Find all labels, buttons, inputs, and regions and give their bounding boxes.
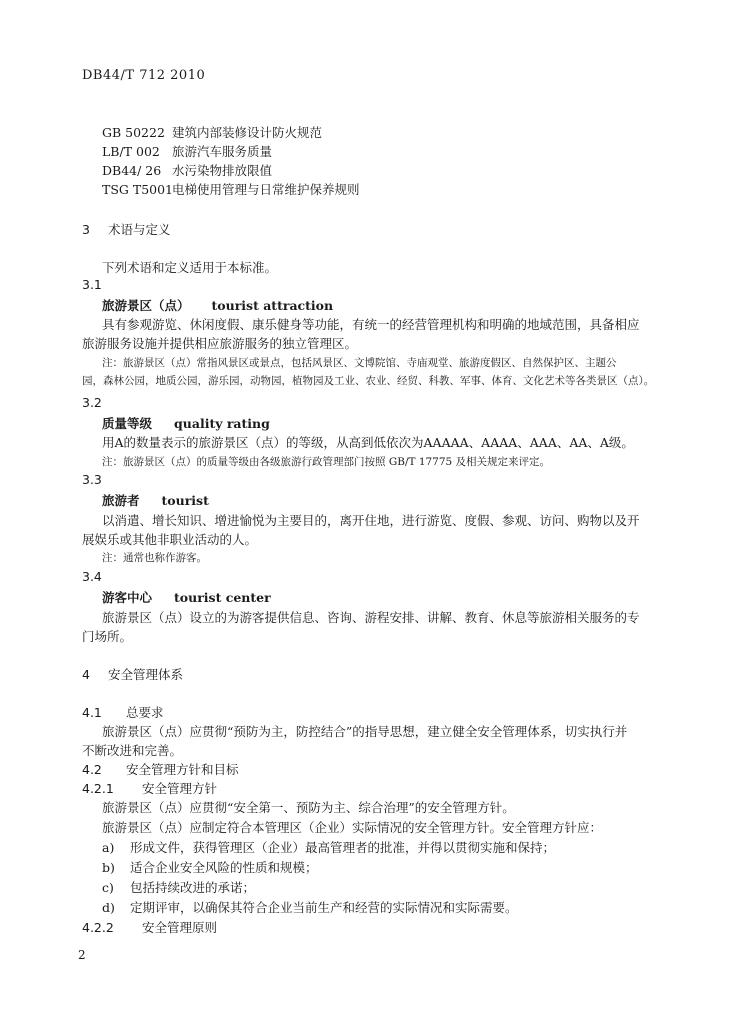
paragraph-line: 旅游景区（点）应制定符合本管理区（企业）实际情况的安全管理方针。安全管理方针应：: [102, 820, 603, 835]
list-item: [102, 898, 518, 916]
section-heading: [82, 665, 183, 683]
subsection-title: 安全管理原则: [141, 920, 217, 935]
subsection-heading: [82, 703, 164, 721]
term-chinese: 旅游景区（点）: [102, 298, 190, 313]
reference-title: 水污染物排放限值: [171, 163, 272, 178]
term-english: tourist: [161, 493, 209, 508]
list-item: [102, 858, 318, 876]
term-note-line: 园，森林公园，地质公园，游乐园，动物园，植物园及工业、农业、经贸、科教、军事、体育、文化艺术等各类景区（点）。: [82, 375, 655, 387]
list-marker: c): [102, 880, 114, 895]
page-number: 2: [78, 948, 86, 962]
list-marker: b): [102, 860, 115, 875]
term-note-line: 注：旅游景区（点）的质量等级由各级旅游行政管理部门按照 GB/T 17775 及相关规定来评定。: [102, 456, 551, 468]
term-chinese: 游客中心: [102, 590, 153, 605]
term-number: 3.2: [82, 395, 102, 410]
term-definition-line: 旅游服务设施并提供相应旅游服务的独立管理区。: [82, 336, 358, 351]
reference-title: 旅游汽车服务质量: [171, 144, 272, 159]
subsection-heading: [82, 779, 217, 797]
term-definition-line: 展娱乐或其他非职业活动的人。: [82, 532, 258, 547]
term-number: 3.1: [82, 277, 102, 292]
subsection-number: 4.2: [82, 762, 102, 777]
term-heading: [102, 588, 271, 606]
list-marker: a): [102, 840, 115, 855]
section-heading: [82, 220, 171, 238]
reference-item: [102, 142, 272, 160]
document-header: DB44/T 712 2010: [82, 68, 206, 83]
paragraph-line: 不断改进和完善。: [82, 743, 183, 758]
subsection-title: 安全管理方针和目标: [125, 762, 239, 777]
subsection-number: 4.1: [82, 705, 102, 720]
paragraph-line: 旅游景区（点）应贯彻“预防为主，防控结合”的指导思想，建立健全安全管理体系，切实执行并: [102, 724, 628, 739]
list-text: 形成文件，获得管理区（企业）最高管理者的批准，并得以贯彻实施和保持；: [130, 840, 556, 855]
term-heading: [102, 414, 270, 432]
list-item: [102, 838, 555, 856]
term-definition-line: 门场所。: [82, 629, 133, 644]
term-english: tourist center: [174, 590, 271, 605]
section-number: 4: [82, 667, 90, 682]
section-title: 术语与定义: [107, 222, 171, 237]
subsection-number: 4.2.2: [82, 920, 114, 935]
subsection-heading: [82, 760, 239, 778]
list-text: 适合企业安全风险的性质和规模；: [130, 860, 318, 875]
reference-code: TSG T5001: [102, 182, 174, 197]
reference-title: 建筑内部装修设计防火规范: [171, 125, 322, 140]
reference-item: [102, 180, 360, 198]
subsection-title: 安全管理方针: [141, 781, 217, 796]
term-chinese: 旅游者: [102, 493, 140, 508]
reference-title: 电梯使用管理与日常维护保养规则: [171, 182, 360, 197]
subsection-heading: [82, 918, 217, 936]
subsection-number: 4.2.1: [82, 781, 114, 796]
reference-item: [102, 161, 272, 179]
term-definition-line: 旅游景区（点）设立的为游客提供信息、咨询、游程安排、讲解、教育、休息等旅游相关服务的专: [102, 610, 640, 625]
list-item: [102, 878, 255, 896]
term-english: tourist attraction: [211, 298, 334, 313]
term-chinese: 质量等级: [102, 416, 153, 431]
reference-code: GB 50222: [102, 125, 165, 140]
term-english: quality rating: [174, 416, 270, 431]
term-number: 3.4: [82, 569, 102, 584]
subsection-title: 总要求: [125, 705, 164, 720]
section-title: 安全管理体系: [107, 667, 183, 682]
term-number: 3.3: [82, 472, 102, 487]
term-heading: [102, 296, 333, 314]
section-intro: 下列术语和定义适用于本标准。: [102, 260, 278, 275]
term-definition-line: 具有参观游览、休闲度假、康乐健身等功能，有统一的经营管理机构和明确的地域范围，具备相应: [102, 317, 640, 332]
reference-code: LB/T 002: [102, 144, 160, 159]
term-definition-line: 用A的数量表示的旅游景区（点）的等级，从高到低依次为AAAAA、AAAA、AAA、AA、A级。: [102, 435, 634, 450]
term-note-line: 注：旅游景区（点）常指风景区或景点，包括风景区、文博院馆、寺庙观堂、旅游度假区、自然保护区、主题公: [102, 357, 617, 369]
term-note-line: 注：通常也称作游客。: [102, 552, 207, 564]
list-marker: d): [102, 900, 115, 915]
reference-code: DB44/ 26: [102, 163, 162, 178]
list-text: 定期评审，以确保其符合企业当前生产和经营的实际情况和实际需要。: [130, 900, 518, 915]
list-text: 包括持续改进的承诺；: [130, 880, 256, 895]
reference-item: [102, 123, 322, 141]
paragraph-line: 旅游景区（点）应贯彻“安全第一、预防为主、综合治理”的安全管理方针。: [102, 800, 515, 815]
section-number: 3: [82, 222, 90, 237]
term-definition-line: 以消遣、增长知识、增进愉悦为主要目的，离开住地，进行游览、度假、参观、访问、购物以及开: [102, 513, 640, 528]
term-heading: [102, 491, 209, 509]
